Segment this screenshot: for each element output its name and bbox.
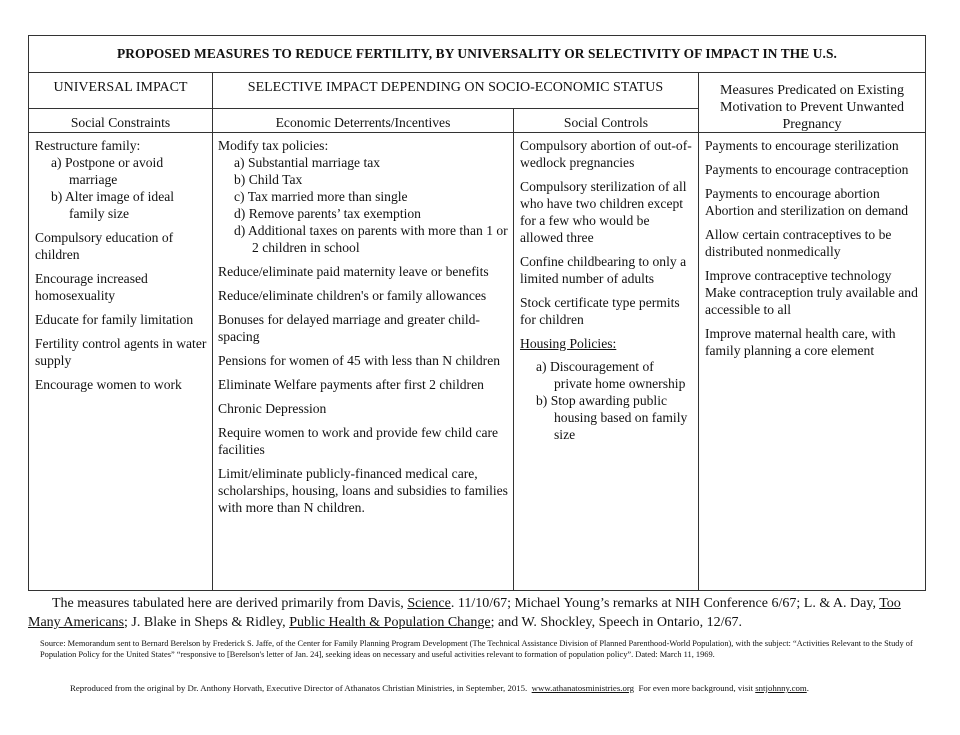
list-item: Compulsory sterilization of all who have two children except for a few who would be allowed three xyxy=(520,179,687,245)
housing-item-b: b) Stop awarding public housing based on family size xyxy=(536,393,688,442)
list-item: Bonuses for delayed marriage and greater child-spacing xyxy=(218,312,480,344)
list-item: Abortion and sterilization on demand xyxy=(705,203,909,218)
list-item: Payments to encourage sterilization xyxy=(705,138,899,153)
tax-heading: Modify tax policies: xyxy=(218,138,329,153)
list-item: Chronic Depression xyxy=(218,401,327,416)
athanatos-link[interactable]: www.athanatosministries.org xyxy=(531,683,635,693)
footnote-science: Science xyxy=(407,596,451,611)
tax-item: d) Remove parents’ tax exemption xyxy=(234,206,421,221)
list-item: Eliminate Welfare payments after first 2 children xyxy=(218,377,484,392)
list-item: Reduce/eliminate paid maternity leave or benefits xyxy=(218,264,489,279)
reproduced-middle: For even more background, visit xyxy=(638,683,754,693)
header-row-divider xyxy=(29,108,698,109)
housing-item-a: a) Discouragement of private home ownership xyxy=(536,359,686,391)
tax-item: a) Substantial marriage tax xyxy=(234,155,381,170)
col-economic xyxy=(218,137,510,523)
list-item: Reduce/eliminate children's or family allowances xyxy=(218,288,487,303)
table-body xyxy=(29,133,925,590)
header-social-controls: Social Controls xyxy=(563,115,649,130)
reproduced-note xyxy=(70,683,930,694)
reproduced-end: . xyxy=(806,683,809,693)
col-predicated xyxy=(705,137,923,366)
header-social-constraints: Social Constraints xyxy=(70,115,171,130)
list-item: Payments to encourage abortion xyxy=(705,186,880,201)
measures-table xyxy=(28,35,926,591)
list-item: Educate for family limitation xyxy=(35,312,194,327)
col-social-controls xyxy=(520,137,694,443)
restructure-item-a: a) Postpone or avoid marriage xyxy=(51,155,164,187)
list-item: Allow certain contraceptives to be distributed nonmedically xyxy=(705,227,892,259)
col-social-constraints xyxy=(35,137,207,400)
list-item: Fertility control agents in water supply xyxy=(35,336,207,368)
list-item: Pensions for women of 45 with less than N children xyxy=(218,353,501,368)
header-predicated: Measures Predicated on Existing Motivation to Prevent Unwanted Pregnancy xyxy=(720,83,904,132)
list-item: Encourage women to work xyxy=(35,377,182,392)
footnote-text: The measures tabulated here are derived primarily from Davis, xyxy=(52,596,408,611)
housing-heading: Housing Policies: xyxy=(520,336,617,351)
tax-item: c) Tax married more than single xyxy=(234,189,408,204)
list-item: Confine childbearing to only a limited number of adults xyxy=(520,254,687,286)
restructure-heading: Restructure family: xyxy=(35,138,141,153)
table-title: PROPOSED MEASURES TO REDUCE FERTILITY, BY UNIVERSALITY OR SELECTIVITY OF IMPACT IN THE U.S. xyxy=(29,36,925,73)
footnote-text: . 11/10/67; Michael Young’s remarks at NIH Conference 6/67; L. & A. Day, xyxy=(450,596,880,611)
sntjohnny-link[interactable]: sntjohnny.com xyxy=(755,683,807,693)
list-item: Stock certificate type permits for children xyxy=(520,295,680,327)
reproduced-text: Reproduced from the original by Dr. Anthony Horvath, Executive Director of Athanatos Christian Ministries, in September, 2015. xyxy=(70,683,528,693)
footnote-text: ; and W. Shockley, Speech in Ontario, 12/67. xyxy=(490,615,743,630)
list-item: Payments to encourage contraception xyxy=(705,162,909,177)
source-note: Source: Memorandum sent to Bernard Berelson by Frederick S. Jaffe, of the Center for Family Planning Program Development (The Technical Assistance Division of Planned Parenthood-World Population), with the subject: “Activities Relevant to the Study of Population Policy for the United States” “responsive to [Berelson's letter of Jan. 24], seeking ideas on necessary and useful activities relevant to formation of population policy”. Dated: March 11, 1969. xyxy=(40,639,913,659)
footnote-too-many-americans: Too Many Americans xyxy=(28,596,901,630)
header-selective: SELECTIVE IMPACT DEPENDING ON SOCIO-ECONOMIC STATUS xyxy=(247,80,664,95)
footnote-public-health: Public Health & Population Change xyxy=(289,615,491,630)
list-item: Compulsory education of children xyxy=(35,230,174,262)
restructure-item-b: b) Alter image of ideal family size xyxy=(51,189,175,221)
tax-item: d) Additional taxes on parents with more than 1 or 2 children in school xyxy=(234,223,508,255)
header-universal: UNIVERSAL IMPACT xyxy=(53,80,188,95)
tax-item: b) Child Tax xyxy=(234,172,303,187)
list-item: Improve contraceptive technology xyxy=(705,268,892,283)
document xyxy=(28,35,926,591)
list-item: Make contraception truly available and accessible to all xyxy=(705,285,918,317)
list-item: Encourage increased homosexuality xyxy=(35,271,148,303)
list-item: Require women to work and provide few child care facilities xyxy=(218,425,499,457)
header-economic: Economic Deterrents/Incentives xyxy=(275,115,451,130)
list-item: Limit/eliminate publicly-financed medical care, scholarships, housing, loans and subsidies to families with more than N children. xyxy=(218,466,508,515)
footnote xyxy=(28,594,928,632)
list-item: Improve maternal health care, with family planning a core element xyxy=(705,326,896,358)
footnote-text: ; J. Blake in Sheps & Ridley, xyxy=(124,615,290,630)
list-item: Compulsory abortion of out-of-wedlock pregnancies xyxy=(520,138,692,170)
